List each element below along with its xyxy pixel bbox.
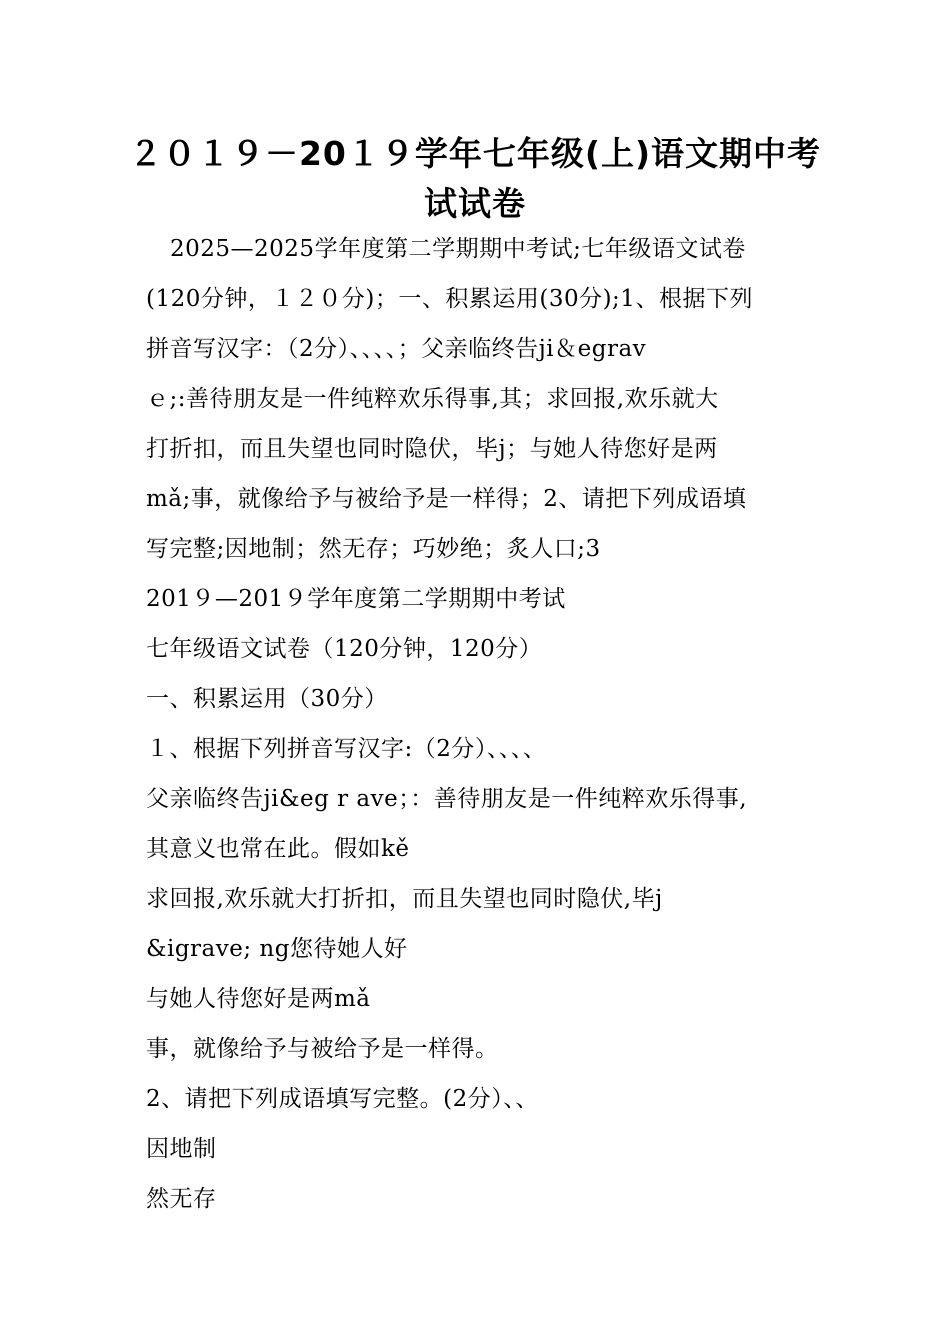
- body-line-6: mǎ;事，就像给予与被给予是一样得；2、请把下列成语填: [146, 486, 747, 512]
- body-line-11: １、根据下列拼音写汉字:（2分）、、、、: [146, 736, 547, 762]
- body-line-10: 一、积累运用（30分）: [146, 686, 388, 712]
- body-line-16: 与她人待您好是两mǎ: [146, 986, 371, 1012]
- body-line-8: 201９—201９学年度第二学期期中考试: [146, 586, 566, 612]
- body-line-20: 然无存: [146, 1186, 217, 1212]
- body-line-19: 因地制: [146, 1136, 217, 1162]
- body-line-18: 2、请把下列成语填写完整。(2分）、、: [146, 1086, 539, 1112]
- body-line-13: 其意义也常在此。假如kě: [146, 836, 410, 862]
- body-line-14: 求回报,欢乐就大打折扣，而且失望也同时隐伏,毕j: [146, 886, 663, 912]
- document-title-line-2: 试试卷: [424, 184, 526, 223]
- body-line-15: &igrave; ng您待她人好: [146, 936, 408, 962]
- body-line-7: 写完整;因地制；然无存；巧妙绝；炙人口;3: [146, 536, 601, 562]
- body-line-17: 事，就像给予与被给予是一样得。: [146, 1036, 499, 1062]
- body-line-4: ｅ;:善待朋友是一件纯粹欢乐得事,其；求回报,欢乐就大: [146, 386, 719, 412]
- body-line-3: 拼音写汉字：（2分）、、、、；父亲临终告ji＆egrav: [146, 336, 647, 362]
- document-title-line-1: ２０１９－20１９学年七年级(上)语文期中考: [128, 134, 822, 173]
- body-line-1: 2025—2025学年度第二学期期中考试;七年级语文试卷: [170, 236, 746, 262]
- body-line-9: 七年级语文试卷（120分钟，120分）: [146, 636, 543, 662]
- body-line-12: 父亲临终告ji&eg r ave；：善待朋友是一件纯粹欢乐得事,: [146, 786, 748, 812]
- body-line-5: 打折扣，而且失望也同时隐伏，毕j；与她人待您好是两: [146, 436, 718, 462]
- body-line-2: (120分钟，１２０分)；一、积累运用(30分);1、根据下列: [146, 286, 753, 312]
